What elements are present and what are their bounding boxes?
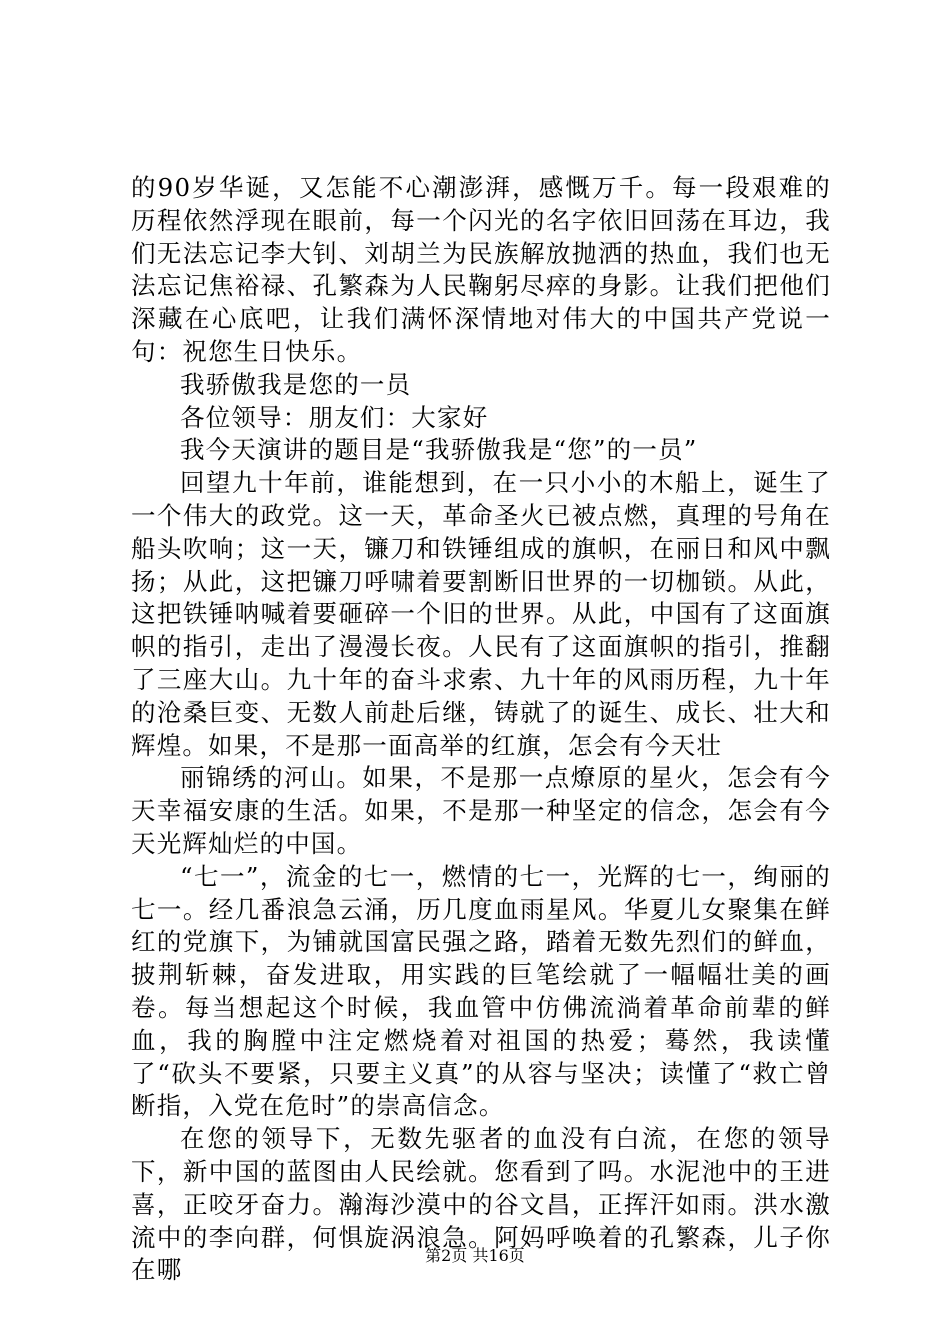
- speech-title-line: 我骄傲我是您的一员: [180, 369, 412, 399]
- paragraph-5: 回望九十年前，谁能想到，在一只小小的木船上，诞生了一个伟大的政党。这一天，革命圣火已被点燃，真理的号角在船头吹响；这一天，镰刀和铁锤组成的旗帜，在丽日和风中飘扬；从此，这把镰刀呼啸着要割断旧世界的一切枷锁。从此，这把铁锤呐喊着要砸碎一个旧的世界。从此，中国有了这面旗帜的指引，走出了漫漫长夜。人民有了这面旗帜的指引，推翻了三座大山。九十年的奋斗求索、九十年的风雨历程，九十年的沧桑巨变、无数人前赴后继，铸就了的诞生、成长、壮大和辉煌。如果，不是那一面高举的红旗，怎会有今天壮: [131, 468, 831, 760]
- page-number-footer: 第2页 共16页: [425, 1246, 525, 1265]
- paragraph-7: “七一”，流金的七一，燃情的七一，光辉的七一，绚丽的七一。经几番浪急云涌，历几度血雨星风。华夏儿女聚集在鲜红的党旗下，为铺就国富民强之路，踏着无数先烈们的鲜血，披荆斩棘，奋发进取，用实践的巨笔绘就了一幅幅壮美的画卷。每当想起这个时候，我血管中仿佛流淌着革命前辈的鲜血，我的胸膛中注定燃烧着对祖国的热爱；蓦然，我读懂了“砍头不要紧，只要主义真”的从容与坚决；读懂了“救亡曾断指，入党在危时”的崇高信念。: [131, 861, 831, 1121]
- paragraph-6: 丽锦绣的河山。如果，不是那一点燎原的星火，怎会有今天幸福安康的生活。如果，不是那一种坚定的信念，怎会有今天光辉灿烂的中国。: [131, 763, 831, 858]
- document-body: [131, 172, 831, 1287]
- greeting-line: 各位领导：朋友们：大家好: [180, 402, 489, 432]
- paragraph-1: 的90岁华诞，又怎能不心潮澎湃，感慨万千。每一段艰难的历程依然浮现在眼前，每一个闪光的名字依旧回荡在耳边，我们无法忘记李大钊、刘胡兰为民族解放抛洒的热血，我们也无法忘记焦裕禄、孔繁森为人民鞠躬尽瘁的身影。让我们把他们深藏在心底吧，让我们满怀深情地对伟大的中国共产党说一句：祝您生日快乐。: [131, 173, 831, 366]
- topic-line: 我今天演讲的题目是“我骄傲我是“您”的一员”: [180, 435, 698, 465]
- paragraph-8: 在您的领导下，无数先驱者的血没有白流，在您的领导下，新中国的蓝图由人民绘就。您看到了吗。水泥池中的王进喜，正咬牙奋力。瀚海沙漠中的谷文昌，正挥汗如雨。洪水激流中的李向群，何惧旋涡浪急。阿妈呼唤着的孔繁森，儿子你在哪: [131, 1124, 831, 1285]
